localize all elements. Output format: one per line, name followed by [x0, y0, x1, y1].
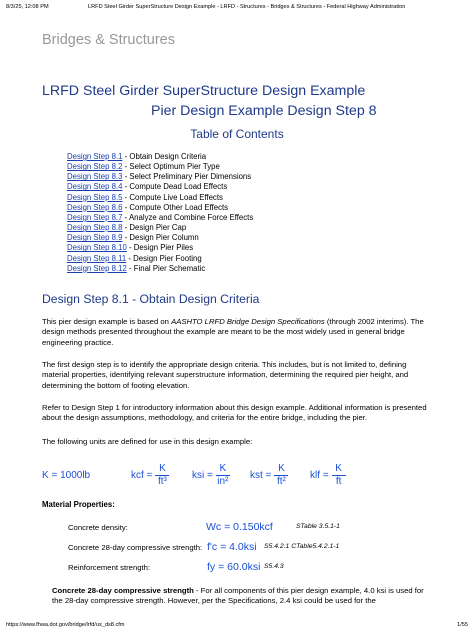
site-title[interactable]: Bridges & Structures: [42, 32, 175, 48]
toc-item: Design Step 8.8 - Design Pier Cap: [67, 223, 187, 233]
reference-paragraph: Refer to Design Step 1 for introductory information about this design example. Additional information is presented about the design assumptions, methodology, and criteria for the entire bridge, including the pier.: [42, 403, 427, 423]
print-url: https://www.fhwa.dot.gov/bridge/lrfd/us_ds8.cfm: [6, 622, 125, 628]
toc-item: Design Step 8.4 - Compute Dead Load Effects: [67, 182, 228, 192]
toc-heading: Table of Contents: [190, 127, 284, 141]
toc-item: Design Step 8.2 - Select Optimum Pier Type: [67, 162, 220, 172]
toc-link[interactable]: Design Step 8.5: [67, 192, 123, 202]
toc-item: Design Step 8.1 - Obtain Design Criteria: [67, 152, 207, 161]
doc-subtitle: Pier Design Example Design Step 8: [151, 103, 377, 119]
toc-link[interactable]: Design Step 8.6: [67, 202, 123, 212]
toc-link[interactable]: Design Step 8.2: [67, 162, 123, 172]
toc-link[interactable]: Design Step 8.11: [67, 253, 127, 263]
spec-reference: STable 3.5.1-1: [296, 523, 340, 530]
toc-item: Design Step 8.5 - Compute Live Load Effects: [67, 192, 223, 202]
material-row: [68, 541, 340, 553]
print-footer: [6, 622, 468, 628]
material-label: Reinforcement strength:: [68, 563, 151, 572]
toc-link[interactable]: Design Step 8.12: [67, 263, 127, 273]
toc-link[interactable]: Design Step 8.8: [67, 223, 123, 233]
toc-item: Design Step 8.3 - Select Preliminary Pier Dimensions: [67, 172, 252, 182]
toc-link[interactable]: Design Step 8.4: [67, 182, 123, 192]
criteria-paragraph: The first design step is to identify the appropriate design criteria. This includes, but is not limited to, defining material properties, identifying relevant superstructure information, determining the required pier height, and determining the bottom of footing elevation.: [42, 360, 409, 390]
section-heading: Design Step 8.1 - Obtain Design Criteria: [42, 292, 260, 306]
toc-item: Design Step 8.10 - Design Pier Piles: [67, 243, 194, 253]
material-row: [68, 521, 340, 533]
unit-definitions: [42, 455, 432, 495]
toc-item: Design Step 8.7 - Analyze and Combine Force Effects: [67, 212, 254, 222]
table-of-contents: [67, 152, 253, 274]
material-row: [68, 561, 284, 573]
intro-paragraph: This pier design example is based on AASHTO LRFD Bridge Design Specifications (through 2002 interims). The design methods presented throughout the example are meant to be the most widely used in general bridge engineering practice.: [42, 317, 424, 347]
toc-item: Design Step 8.6 - Compute Other Load Effects: [67, 202, 229, 212]
units-intro: The following units are defined for use in this design example:: [42, 437, 253, 446]
print-datetime: 8/3/25, 12:08 PM: [6, 4, 49, 10]
material-label: Concrete 28-day compressive strength:: [68, 543, 203, 552]
toc-item: Design Step 8.9 - Design Pier Column: [67, 233, 199, 243]
print-page-title: LRFD Steel Girder SuperStructure Design Example - LRFD - Structures - Bridges & Structures - Federal Highway Administration: [88, 4, 406, 10]
strength-paragraph: Concrete 28-day compressive strength - For all components of this pier design example, 4.0 ksi is used for the 28-day compressive strength. However, per the Specifications, 2.4 ksi could be used for the: [52, 586, 424, 606]
toc-item: Design Step 8.12 - Final Pier Schematic: [67, 263, 206, 273]
page-count: 1/55: [457, 622, 468, 628]
unit-kip: K = 1000lb: [42, 469, 91, 481]
unit-klf: klf = $\frac{K}{ft}$: [310, 455, 346, 495]
toc-link[interactable]: Design Step 8.1: [67, 152, 123, 161]
material-label: Concrete density:: [68, 523, 128, 532]
spec-reference: S5.4.2.1 CTable5.4.2.1-1: [264, 543, 340, 550]
unit-kst: kst = $\frac{K}{\text{ft²}}$: [250, 455, 288, 495]
spec-reference: S5.4.3: [264, 563, 284, 570]
toc-link[interactable]: Design Step 8.9: [67, 233, 123, 243]
material-properties-heading: Material Properties:: [42, 500, 115, 509]
doc-title: LRFD Steel Girder SuperStructure Design Example: [42, 83, 366, 99]
material-value: fy = 60.0ksi: [207, 561, 261, 573]
material-value: f'c = 4.0ksi: [207, 541, 257, 553]
spec-title: AASHTO LRFD Bridge Design Specifications: [171, 317, 325, 326]
toc-link[interactable]: Design Step 8.7: [67, 212, 123, 222]
unit-ksi: ksi = $\frac{K}{\text{in²}}$: [192, 462, 229, 487]
unit-kcf: kcf = $\frac{K}{\text{ft³}}$: [131, 455, 169, 495]
material-value: Wc = 0.150kcf: [206, 521, 273, 533]
toc-link[interactable]: Design Step 8.10: [67, 243, 127, 253]
toc-link[interactable]: Design Step 8.3: [67, 172, 123, 182]
toc-item: Design Step 8.11 - Design Pier Footing: [67, 253, 202, 263]
